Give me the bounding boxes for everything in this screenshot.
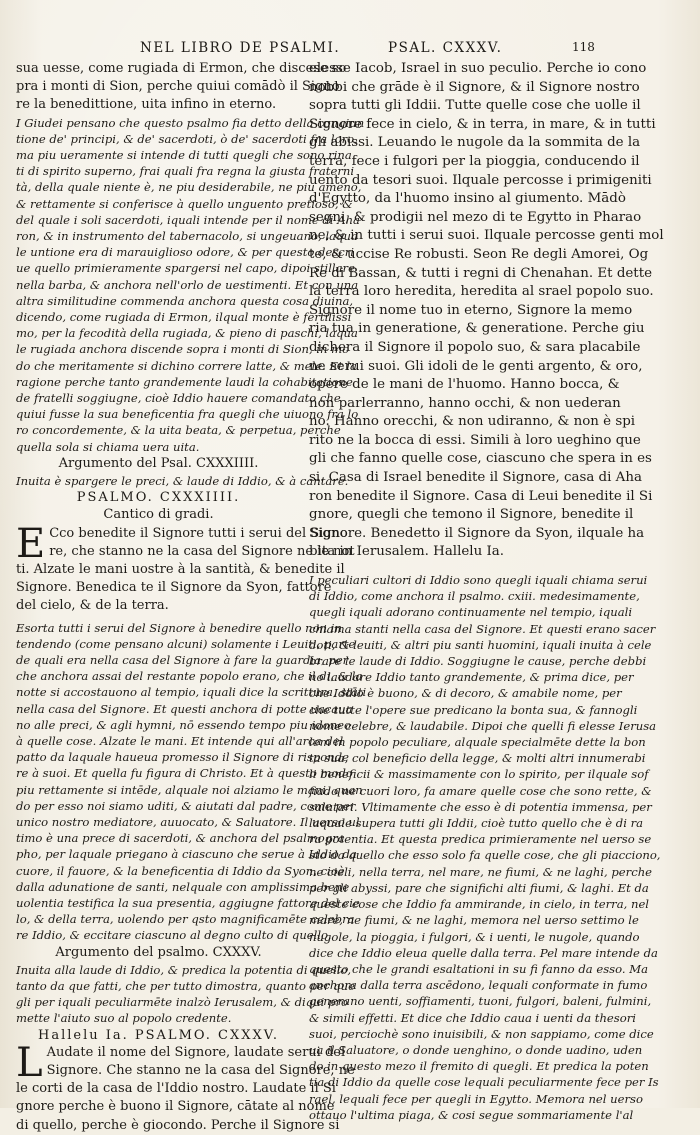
text-line: di quello, perche è giocondo. Perche il Signore si [16,1117,340,1133]
text-line: del quale i soli sacerdoti, iquali intende per il nome di Aha [16,212,360,227]
text-line: rael, lequali fece per quegli in Egytto. Memora nel uerso [309,1091,643,1106]
psalm-cxxxv-body [16,1039,355,1135]
text-line: ottauo l'ultima piaga, & cosi segue sommariamente l'al [309,1107,634,1122]
left-column [16,60,367,1133]
commentary-cxxxiii [16,115,365,455]
text-line: che Iddio è buono, & di decoro, & amabile nome, per [309,686,622,701]
text-line: Signore fece in cielo, & in terra, in mare, & in tutti [309,116,656,132]
text-line: ta sua, col beneficio della legge, & molti altri innumerabi [309,751,646,766]
text-line: ron benedite il Signore. Casa di Leui benedite il Si [309,488,653,504]
text-line: re à suoi. Et quella fu figura di Christo. Et à questo modo [16,766,353,781]
text-line: Inuita alla laude di Iddio, & predica la potentia di quello, [16,962,352,977]
text-line: no alle preci, & agli hymni, nō essendo tempo piu idoneo [16,717,352,732]
text-line: & simili effetti. Et dice che Iddio caua i uenti da thesori [309,1010,636,1025]
psalm-cxxxiiii-title: PSALMO. CXXXIIII. [76,490,241,506]
text-line: nobbi che grāde è il Signore, & il Signore nostro [309,79,640,95]
text-line: timo è una prece di sacerdoti, & anchora del psalmogra [16,831,345,846]
text-line: re la benedittione, uita infino in eterno. [16,97,277,113]
text-line: ua il Saluatore, o donde uenghino, o donde uadino, uden [309,1042,643,1057]
text-line: dicendo, come rugiada di Ermon, ilqual monte è fertilissi [16,310,352,325]
text-line: dice che Iddio eleua quelle dalla terra. Pel mare intende da [309,945,658,960]
argument-cxxxiiii-title: Argumento del Psal. CXXXIIII. [58,455,259,471]
text-line: tanto da que fatti, che per tutto dimostra, quanto per que [16,979,355,994]
text-line: non parlerranno, hanno occhi, & non uederan [309,395,621,411]
argument-cxxxv-text [16,962,355,1027]
text-line: mette l'aiuto suo al popolo credente. [16,1011,232,1026]
psalm-cxxxv-continued [309,60,664,562]
psalm-cxxxiiii-subtitle: Cantico di gradi. [103,507,214,523]
text-line: do che meritamente si dichino correre latte, & mele. Et la [16,358,357,373]
text-line: ti. Alzate le mani uostre à la santità, & benedite il [16,561,345,577]
psalm-cxxxv-title: Hallelu Ia. PSALMO. CXXXV. [37,1027,279,1043]
text-line: Signore. Che stanno ne la casa del Signore, ne [46,1062,355,1078]
text-line: suoi, perciochè sono inuisibili, & non sappiamo, come dice [309,1026,654,1041]
text-line: gnore, quegli che temono il Signore, benedite il [309,507,634,523]
text-line: ne cieli, nella terra, nel mare, ne fiumi, & ne laghi, perche [309,864,653,879]
text-line: patto da laquale haueua promesso il Signore di risponde [16,750,350,765]
text-line: ne serui suoi. Gli idoli de le genti argento, & oro, [309,358,643,374]
text-line: gnore perche è buono il Signore, cātate al nome [16,1099,335,1115]
text-line: ro concordemente, & la uita beata, & perpetua, perche [16,423,341,438]
text-line: segni, & prodigii nel mezo di te Egytto in Pharao [309,209,642,225]
text-line: che anchora assai del restante popolo erano, che il di, & la [16,669,363,684]
text-line: mo, per la fecodità della rugiada, & pieno di paschi, laqua [16,326,358,341]
text-line: gli che fanno quelle cose, ciascuno che spera in es [309,451,652,467]
text-line: de fratelli soggiugne, cioè Iddio hauere comandato che [16,391,341,406]
text-line: I Giudei pensano che questo psalmo fia detto della congiun [16,115,365,130]
text-line: chiama stanti nella casa del Signore. Et questi erano sacer [309,621,656,636]
text-line: ria tua in generatione, & generatione. Perche giu [309,321,645,337]
text-line: anchora dalla terra ascēdono, lequali conformate in fumo [309,978,648,993]
text-line: te, & uccise Re robusti. Seon Re degli Amorei, Og [309,246,649,262]
text-line: le rugiada anchora discende sopra i monti di Sion, in mo [16,342,350,357]
text-line: pra i monti di Sion, perche quiui comādò il Signo [16,79,340,95]
text-line: Signore. Benedica te il Signore da Syon, fattore [16,580,332,596]
text-line: notte si accostauono al tempio, iquali dice la scrittura, stāti [16,685,367,700]
commentary-cxxxiiii [16,620,367,944]
text-line: à quelle cose. Alzate le mani. Et intende qui all'arca del [16,734,344,749]
text-line: quella sola si chiama uera uita. [16,439,200,454]
text-line: brare le laude di Iddio. Soggiugne le cause, perche debbi [309,654,647,669]
text-line: le untione era di marauiglioso odore, & per questo descri [16,245,355,260]
running-header [140,40,680,60]
text-line: gli abissi. Leuando le nugole da la sommita de la [309,135,641,151]
text-line: fiado ne cuori loro, fa amare quelle cose che sono rette, & [309,783,652,798]
text-line: cuore, il fauore, & la beneficentia di Iddio da Syon, cioè [16,863,345,878]
text-line: laquale supera tutti gli Iddii, cioè tutto quello che è di ra [309,816,644,831]
text-line: quiui fusse la sua beneficentia fra quegli che uiuono fra lo [16,407,359,422]
text-line: ra potentia. Et questa predica primieramente nel uerso se [309,832,652,847]
text-line: unico nostro mediatore, auuocato, & Saluatore. Il uerso ul [16,815,360,830]
text-line: gli per iquali peculiarmēte inalzò Ierusalem, & diqui pro [16,995,348,1010]
argument-cxxxiiii-text: Inuita è spargere le preci, & laude di Iddio, & à cantare. [16,474,349,489]
text-line: lo, & della terra, uolendo per qsto magnificamēte celebra [16,912,355,927]
text-line: lem in popolo peculiare, alquale specialmēte dette la bon [309,735,646,750]
text-line: li beneficii & massimamente con lo spirito, per ilquale sof [309,767,649,782]
commentary-cxxxv [309,572,661,1123]
dropcap-e: E [16,520,46,567]
text-line: no laudare Iddio tanto grandemente, & prima dice, per [309,670,634,685]
text-line: piu rettamente si intēde, alquale noi alziamo le mani, quan [16,782,363,797]
text-line: elesse Iacob, Israel in suo peculio. Perche io cono [309,61,647,76]
text-line: & rettamente si conferisce à quello unguento pretioso, & [16,196,353,211]
text-line: nella barba, & anchora nell'orlo de uestimenti. Et con una [16,277,359,292]
text-line: che tutte l'opere sue predicano la bonta sua, & fannogli [309,702,638,717]
text-line: nome celebre, & laudabile. Dipoi che quelli fi elesse Ierusa [309,718,657,733]
text-line: tione de' principi, & de' sacerdoti, ò de' sacerdoti fra loro, [16,131,358,146]
text-line: sopra tutti gli Iddii. Tutte quelle cose che uolle il [309,98,641,114]
text-line: mare, ne fiumi, & ne laghi, memora nel uerso settimo le [309,913,639,928]
text-line: Audate il nome del Signore, laudate serui del [46,1044,346,1060]
text-line: ragione perche tanto grandemente laudi la cohabitatione [16,374,353,389]
text-line: nugole, la pioggia, i fulgori, & i uenti, le nugole, quando [309,929,640,944]
text-line: queste cose che Iddio fa ammirande, in cielo, in terra, nel [309,897,650,912]
text-line: opere de le mani de l'huomo. Hanno bocca, & [309,377,620,393]
text-line: dalla adunatione de santi, nelquale con amplissima bene [16,879,350,894]
text-line: bita in Ierusalem. Hallelu Ia. [309,544,504,560]
text-line: ue quello primieramente spargersi nel capo, dipoi stillare [16,261,355,276]
text-line: salutari. Vltimamente che esso è di potentia immensa, per [309,799,652,814]
text-line: Esorta tutti i serui del Signore à benedire quello non in [16,620,342,635]
text-line: le corti de la casa de l'Iddio nostro. Laudate il Si [16,1081,336,1097]
text-line: uolentia testifica la sua presentia, aggiugne fattore del cie [16,896,360,911]
text-line: Signore il nome tuo in eterno, Signore la memo [309,302,633,318]
text-line: questo che le grandi esaltationi in su fi fanno da esso. Ma [309,961,649,976]
text-line: sto da quello che esso solo fa quelle cose, che gli piacciono, [309,848,661,863]
text-line: generano uenti, soffiamenti, tuoni, fulgori, baleni, fulmini, [309,994,652,1009]
text-line: si. Casa di Israel benedite il Signore, casa di Aha [309,470,642,486]
argument-cxxxv-title: Argumento del psalmo. CXXXV. [55,944,262,960]
psalm-cxxxiiii-body [16,520,355,616]
text-line: tendendo (come pensano alcuni) solamente i Leuiti, parte [16,636,356,651]
text-line: tia di Iddio da quelle cose lequali peculiarmente fece per Is [309,1075,659,1090]
text-line: di Iddio, come anchora il psalmo. cxiii. medesimamente, [309,589,640,604]
text-line: quegli iquali adorano continuamente nel tempio, iquali [309,605,633,620]
text-line: ti di spirito superno, frai quali fra regna la giusta fraterni [16,164,355,179]
text-line: re Iddio, & eccitare ciascuno al degno culto di quello. [16,928,332,943]
text-line: re, che stanno ne la casa del Signore ne le not [49,543,355,559]
text-line: la terra loro heredita, heredita al srael popolo suo. [309,284,654,300]
text-line: rito ne la bocca di essi. Simili à loro ueghino que [309,432,641,448]
commentary-top [16,60,347,115]
text-line: do per esso noi siamo uditi, & aiutati dal padre, come per [16,798,356,813]
text-line: del cielo, & de la terra. [16,598,169,614]
text-line: altra similitudine commenda anchora questa cosa diuina, [16,293,354,308]
text-line: sua uesse, come rugiada di Ermon, che discese so [16,61,347,76]
text-line: I peculiari cultori di Iddio sono quegli iquali chiama serui [309,573,648,588]
text-line: pho, per laquale priegano à ciascuno che serue à Iddio da [16,847,357,862]
text-line: nella casa del Signore. Et questi anchora di potte uacaua [16,701,353,716]
text-line: ron, & in instrumento del tabernacolo, si ungeuano, laqua [16,229,358,244]
text-line: dichera il Signore il popolo suo, & sara placabile [309,339,641,355]
text-line: Cco benedite il Signore tutti i serui del Signo [49,525,348,541]
page-number: 118 [572,40,595,54]
text-line: doti, & leuiti, & altri piu santi huomini, iquali inuita à cele [309,637,652,652]
text-line: de quali era nella casa del Signore à fare la guardia, per [16,653,349,667]
header-psalm-number: PSAL. CXXXV. [388,40,503,56]
text-line: terra, fece i fulgori per la pioggia, conducendo il [309,153,640,169]
text-line: ne, & in tutti i serui suoi. Ilquale percosse genti mol [309,228,664,244]
text-line: Re di Bassan, & tutti i regni di Chenahan. Et dette [309,265,652,281]
dropcap-l: L [16,1039,43,1086]
text-line: Signore. Benedetto il Signore da Syon, ilquale ha [309,525,645,541]
text-line: tà, della quale niente è, ne piu desiderabile, ne piu ameno, [16,180,362,195]
right-column [309,60,664,1122]
text-line: do in questo mezo il fremito di quegli. Et predica la poten [309,1059,649,1074]
text-line: ma piu ueramente si intende di tutti quegli che sono rina [16,148,352,163]
header-book-title: NEL LIBRO DE PSALMI. [140,40,341,56]
text-line: per gli abyssi, pare che significhi alti fiumi, & laghi. Et da [309,880,649,895]
text-line: no. Hanno orecchi, & non udiranno, & non è spi [309,414,636,430]
text-line: uento da tesori suoi. Ilquale percosse i primigeniti [309,172,652,188]
text-line: d'Egytto, da l'huomo insino al giumento. Mādò [309,191,626,207]
